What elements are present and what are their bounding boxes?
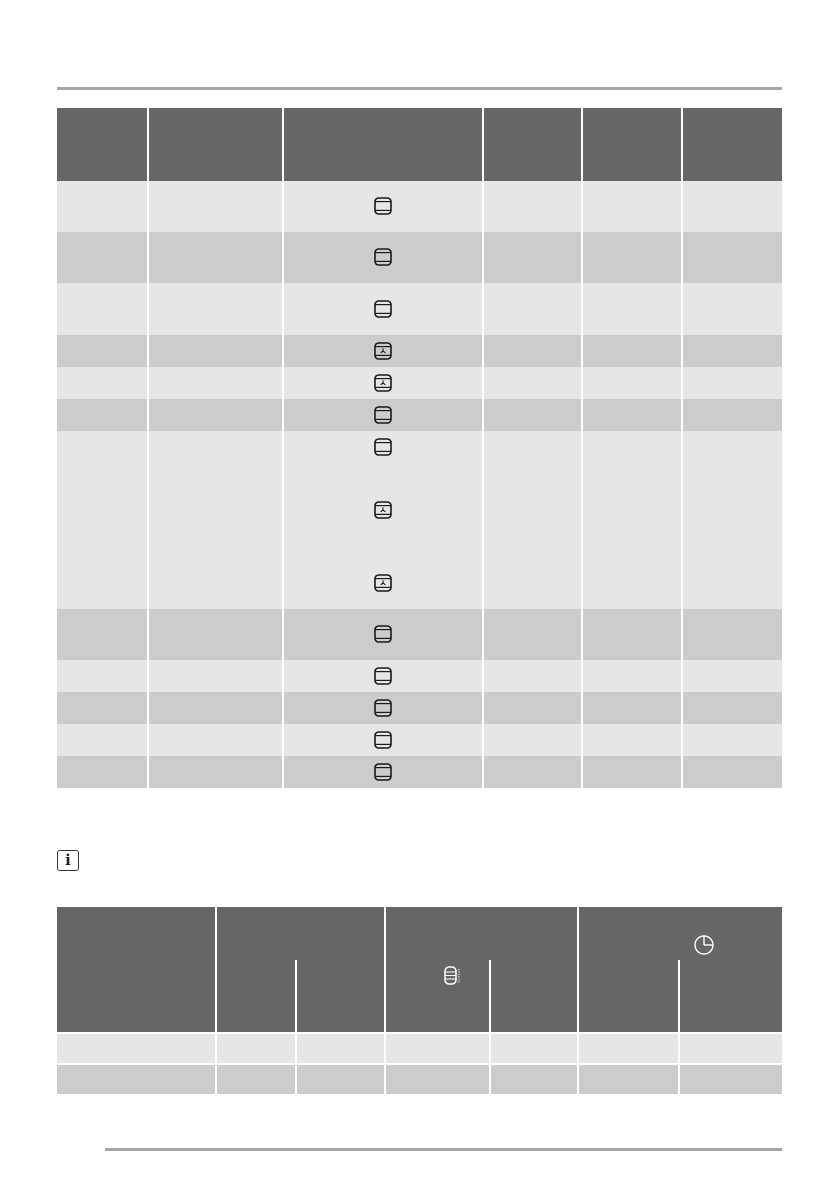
header-cell bbox=[284, 108, 484, 181]
table-cell bbox=[484, 283, 583, 335]
table-cell bbox=[683, 283, 782, 335]
table-cell bbox=[484, 232, 583, 283]
table-cell bbox=[484, 463, 583, 558]
table-cell bbox=[57, 609, 149, 660]
table-cell bbox=[579, 1063, 680, 1094]
header-cell bbox=[386, 907, 577, 1032]
table-cell bbox=[683, 558, 782, 609]
table-cell bbox=[284, 692, 484, 724]
cooking-table bbox=[57, 108, 782, 788]
header-cell bbox=[217, 907, 384, 1032]
table-row bbox=[57, 232, 782, 283]
table-cell bbox=[217, 1032, 297, 1063]
table-cell bbox=[57, 1032, 217, 1063]
table-cell bbox=[484, 724, 583, 756]
header-cell bbox=[579, 907, 782, 1032]
table-cell bbox=[484, 367, 583, 399]
table-cell bbox=[297, 1032, 386, 1063]
table-row bbox=[57, 1063, 782, 1094]
table-cell bbox=[149, 692, 284, 724]
conventional-cooking-icon bbox=[374, 438, 392, 456]
table-cell bbox=[583, 660, 683, 692]
conventional-cooking-icon bbox=[374, 699, 392, 717]
table-cell bbox=[284, 463, 484, 558]
info-icon: i bbox=[57, 850, 79, 871]
table-cell bbox=[683, 756, 782, 788]
table-cell bbox=[583, 756, 683, 788]
table-row bbox=[57, 724, 782, 756]
header-divider bbox=[678, 960, 680, 1032]
header-cell bbox=[484, 108, 583, 181]
table-cell bbox=[484, 660, 583, 692]
conventional-cooking-icon bbox=[374, 625, 392, 643]
table-cell bbox=[680, 1063, 782, 1094]
table-row bbox=[57, 367, 782, 399]
table-cell bbox=[683, 660, 782, 692]
table-row bbox=[57, 660, 782, 692]
table-row bbox=[57, 283, 782, 335]
table-cell bbox=[484, 756, 583, 788]
clock-icon bbox=[693, 934, 715, 961]
table-2-header bbox=[57, 907, 782, 1032]
table-cell bbox=[149, 367, 284, 399]
table-cell bbox=[484, 399, 583, 431]
header-cell bbox=[583, 108, 683, 181]
table-row bbox=[57, 335, 782, 367]
shelf-table bbox=[57, 1032, 782, 1094]
table-cell bbox=[683, 367, 782, 399]
table-cell bbox=[583, 724, 683, 756]
table-cell bbox=[284, 609, 484, 660]
table-cell bbox=[284, 431, 484, 463]
table-cell bbox=[57, 463, 149, 558]
table-cell bbox=[217, 1063, 297, 1094]
table-cell bbox=[683, 335, 782, 367]
conventional-cooking-icon bbox=[374, 300, 392, 318]
table-cell bbox=[284, 756, 484, 788]
conventional-cooking-icon bbox=[374, 406, 392, 424]
table-cell bbox=[149, 181, 284, 232]
table-cell bbox=[484, 181, 583, 232]
table-cell bbox=[57, 367, 149, 399]
true-fan-cooking-icon bbox=[374, 342, 392, 360]
table-cell bbox=[484, 335, 583, 367]
table-cell bbox=[284, 399, 484, 431]
table-cell bbox=[583, 232, 683, 283]
header-cell bbox=[149, 108, 284, 181]
table-cell bbox=[680, 1032, 782, 1063]
conventional-cooking-icon bbox=[374, 763, 392, 781]
table-cell bbox=[583, 692, 683, 724]
table-row bbox=[57, 558, 782, 609]
table-cell bbox=[57, 1063, 217, 1094]
table-cell bbox=[583, 399, 683, 431]
table-cell bbox=[57, 283, 149, 335]
table-cell bbox=[57, 181, 149, 232]
table-cell bbox=[284, 558, 484, 609]
header-divider bbox=[295, 960, 297, 1032]
table-cell bbox=[583, 367, 683, 399]
table-cell bbox=[683, 431, 782, 463]
conventional-cooking-icon bbox=[374, 667, 392, 685]
table-cell bbox=[284, 181, 484, 232]
table-cell bbox=[149, 399, 284, 431]
table-cell bbox=[284, 724, 484, 756]
table-cell bbox=[683, 399, 782, 431]
header-divider bbox=[489, 960, 491, 1032]
top-rule bbox=[57, 87, 782, 90]
table-cell bbox=[683, 692, 782, 724]
table-row bbox=[57, 463, 782, 558]
table-cell bbox=[57, 431, 149, 463]
table-cell bbox=[683, 463, 782, 558]
table-row bbox=[57, 181, 782, 232]
table-cell bbox=[484, 558, 583, 609]
table-cell bbox=[284, 335, 484, 367]
table-cell bbox=[491, 1032, 579, 1063]
table-cell bbox=[149, 660, 284, 692]
true-fan-cooking-icon bbox=[374, 501, 392, 519]
table-cell bbox=[149, 232, 284, 283]
table-cell bbox=[284, 367, 484, 399]
table-cell bbox=[149, 558, 284, 609]
table-cell bbox=[683, 181, 782, 232]
table-cell bbox=[57, 232, 149, 283]
table-cell bbox=[284, 232, 484, 283]
table-cell bbox=[149, 463, 284, 558]
table-cell bbox=[284, 283, 484, 335]
table-cell bbox=[284, 660, 484, 692]
table-cell bbox=[57, 399, 149, 431]
table-cell bbox=[484, 692, 583, 724]
table-cell bbox=[683, 609, 782, 660]
table-cell bbox=[583, 431, 683, 463]
table-cell bbox=[683, 232, 782, 283]
header-cell bbox=[683, 108, 782, 181]
table-cell bbox=[149, 283, 284, 335]
table-cell bbox=[386, 1032, 491, 1063]
table-cell bbox=[583, 558, 683, 609]
table-row bbox=[57, 756, 782, 788]
table-cell bbox=[57, 660, 149, 692]
table-cell bbox=[491, 1063, 579, 1094]
table-cell bbox=[683, 724, 782, 756]
table-cell bbox=[484, 431, 583, 463]
true-fan-cooking-icon bbox=[374, 574, 392, 592]
table-cell bbox=[579, 1032, 680, 1063]
table-cell bbox=[149, 609, 284, 660]
table-cell bbox=[57, 558, 149, 609]
table-cell bbox=[386, 1063, 491, 1094]
table-cell bbox=[149, 335, 284, 367]
table-cell bbox=[57, 692, 149, 724]
table-row bbox=[57, 609, 782, 660]
table-cell bbox=[484, 609, 583, 660]
bottom-rule bbox=[105, 1148, 782, 1151]
table-cell bbox=[149, 724, 284, 756]
table-cell bbox=[583, 463, 683, 558]
table-header-row bbox=[57, 108, 782, 181]
table-cell bbox=[149, 431, 284, 463]
table-cell bbox=[57, 724, 149, 756]
table-cell bbox=[297, 1063, 386, 1094]
table-cell bbox=[149, 756, 284, 788]
table-cell bbox=[583, 181, 683, 232]
conventional-cooking-icon bbox=[374, 197, 392, 215]
table-cell bbox=[583, 335, 683, 367]
table-cell bbox=[583, 609, 683, 660]
true-fan-cooking-icon bbox=[374, 374, 392, 392]
table-cell bbox=[583, 283, 683, 335]
shelf-position-icon bbox=[443, 965, 463, 992]
table-row bbox=[57, 399, 782, 431]
table-row bbox=[57, 692, 782, 724]
table-cell bbox=[57, 335, 149, 367]
table-cell bbox=[57, 756, 149, 788]
conventional-cooking-icon bbox=[374, 248, 392, 266]
header-cell bbox=[57, 108, 149, 181]
table-row bbox=[57, 431, 782, 463]
header-cell bbox=[57, 907, 215, 1032]
table-row bbox=[57, 1032, 782, 1063]
conventional-cooking-icon bbox=[374, 731, 392, 749]
